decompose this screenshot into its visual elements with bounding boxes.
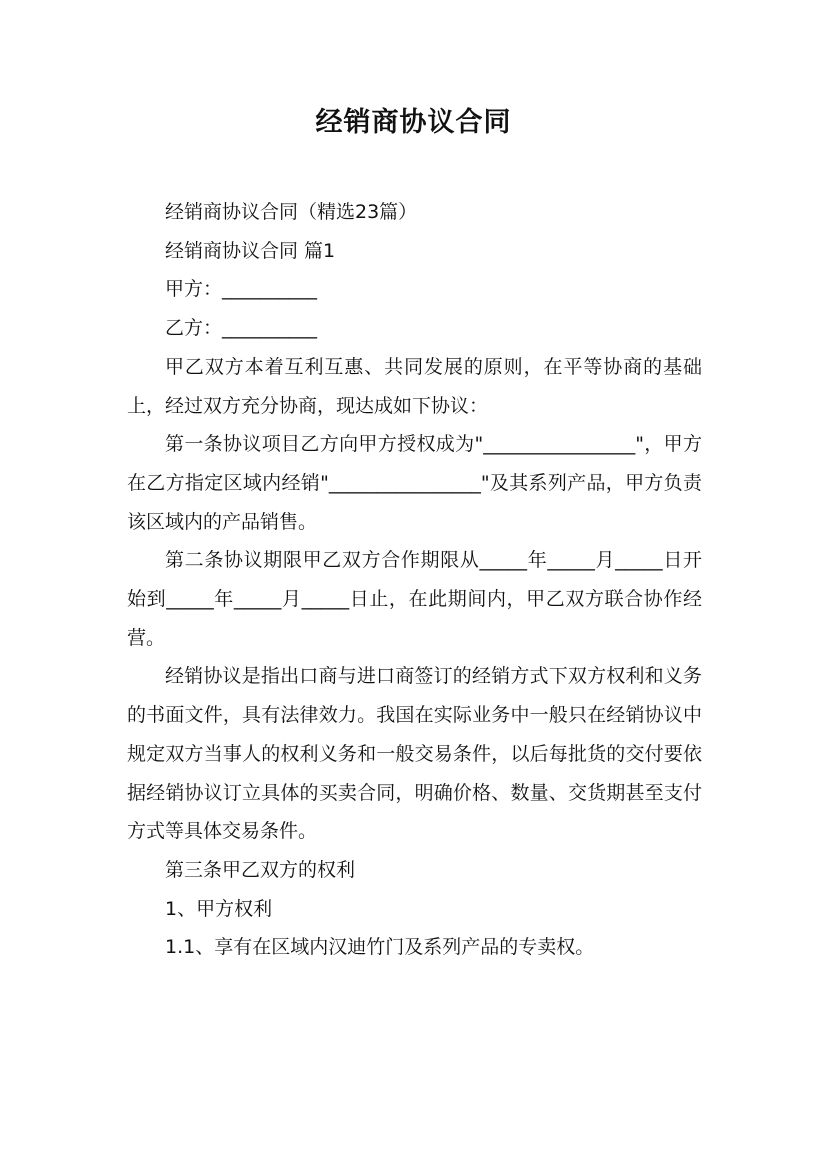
article-3-heading: 第三条甲乙双方的权利 — [165, 858, 356, 881]
article-2-paragraph: 第二条协议期限甲乙双方合作期限从_____年_____月_____日开始到_____年_____月_____日止，在此期间内，甲乙双方联合协作经营。 — [127, 549, 702, 649]
party-a-line: 甲方：__________ — [165, 278, 318, 301]
distribution-agreement-paragraph: 经销协议是指出口商与进口商签订的经销方式下双方权利和义务的书面文件，具有法律效力。我国在实际业务中一般只在经销协议中规定双方当事人的权利义务和一般交易条件，以后每批货的交付要依据经销协议订立具体的买卖合同，明确价格、数量、交货期甚至支付方式等具体交易条件。 — [127, 665, 702, 843]
party-a-rights-heading: 1、甲方权利 — [165, 897, 273, 920]
document-title: 经销商协议合同 — [315, 107, 512, 138]
section-heading: 经销商协议合同 篇1 — [165, 239, 336, 262]
subtitle-paragraph: 经销商协议合同（精选23篇） — [165, 201, 418, 223]
clause-1-1-paragraph: 1.1、享有在区域内汉迪竹门及系列产品的专卖权。 — [165, 936, 595, 959]
article-1-paragraph: 第一条协议项目乙方向甲方授权成为"________________"，甲方在乙方指定区域内经销"________________"及其系列产品，甲方负责该区域内的产品销售。 — [127, 433, 702, 533]
document-body — [127, 193, 702, 967]
party-b-line: 乙方：__________ — [165, 317, 318, 340]
preamble-paragraph: 甲乙双方本着互利互惠、共同发展的原则，在平等协商的基础上，经过双方充分协商，现达成如下协议： — [127, 355, 702, 417]
